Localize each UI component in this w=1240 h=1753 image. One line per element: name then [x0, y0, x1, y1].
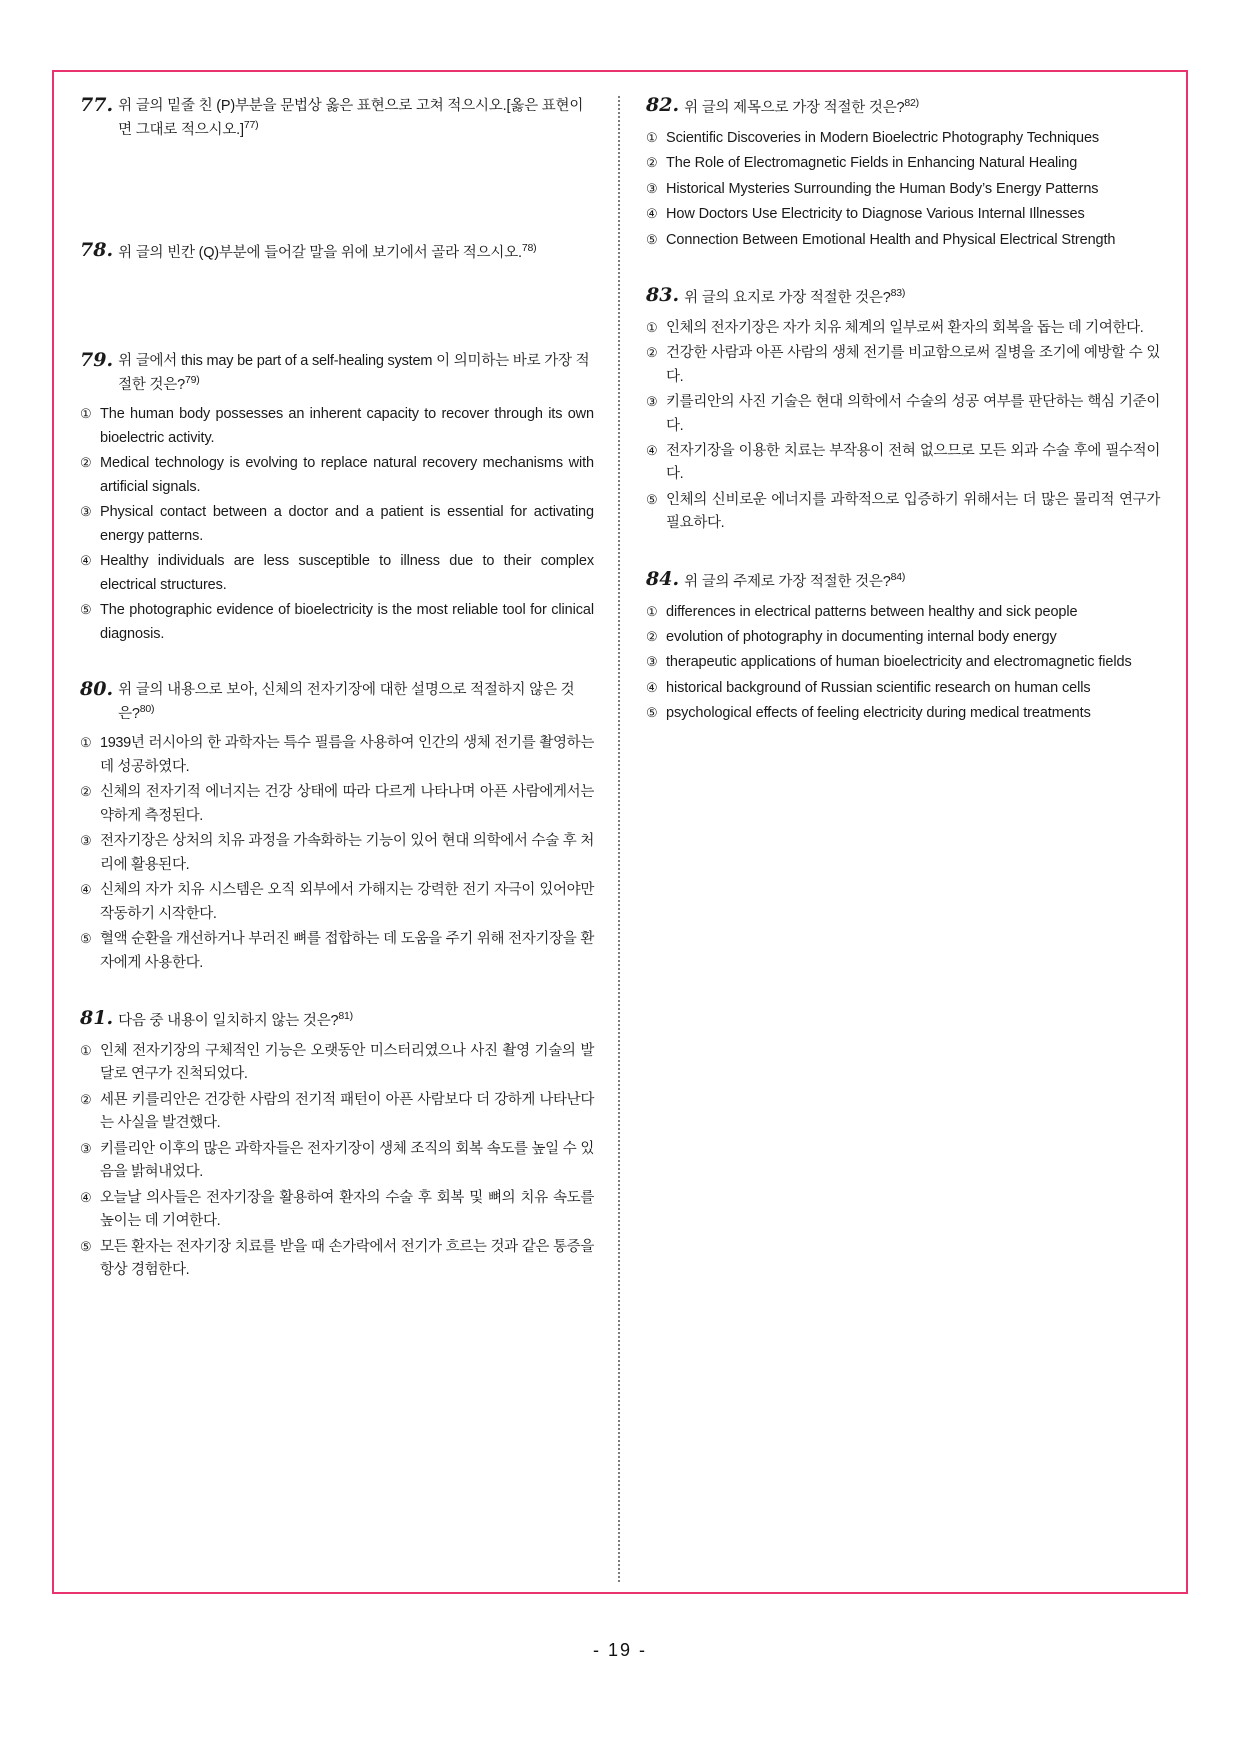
choice-marker: ④ — [80, 1189, 92, 1205]
choice-text: 전자기장을 이용한 치료는 부작용이 전혀 없으므로 모든 외과 수술 후에 필수적이다. — [666, 443, 1160, 483]
choice-item[interactable] — [646, 702, 1160, 725]
choice-text: 인체의 전자기장은 자가 치유 체계의 일부로써 환자의 회복을 돕는 데 기여한다. — [666, 319, 1144, 336]
question-80 — [80, 680, 594, 975]
choice-marker: ② — [80, 784, 92, 800]
choice-text: 인체의 신비로운 에너지를 과학적으로 입증하기 위해서는 더 많은 물리적 연구가 필요하다. — [666, 491, 1160, 532]
choice-text: evolution of photography in documenting internal body energy — [666, 629, 1057, 645]
question-81-number: 81. — [80, 1007, 114, 1030]
question-84 — [646, 567, 1160, 726]
choice-text: 신체의 자가 치유 시스템은 오직 외부에서 가해지는 강력한 전기 자극이 있어야만 작동하기 시작한다. — [100, 882, 594, 922]
question-82-heading — [646, 96, 1160, 120]
question-80-choices — [80, 732, 594, 975]
choice-marker: ⑤ — [80, 602, 92, 618]
question-79-heading — [80, 348, 594, 396]
question-78-number: 78. — [80, 239, 114, 262]
question-84-heading — [646, 567, 1160, 594]
choice-item[interactable] — [646, 317, 1160, 340]
choice-marker: ① — [80, 406, 92, 422]
choice-marker: ⑤ — [80, 1238, 92, 1254]
question-84-stem: 위 글의 주제로 가장 적절한 것은?$^{84)}$ — [684, 570, 906, 590]
choice-text: 키를리안 이후의 많은 과학자들은 전자기장이 생체 조직의 회복 속도를 높일 수 있음을 밝혀내었다. — [100, 1140, 594, 1181]
choice-item[interactable] — [80, 879, 594, 926]
choice-text: differences in electrical patterns between healthy and sick people — [666, 603, 1078, 620]
choice-marker: ① — [80, 735, 92, 751]
choice-text: 혈액 순환을 개선하거나 부러진 뼈를 접합하는 데 도움을 주기 위해 전자기장을 환자에게 사용한다. — [100, 931, 594, 971]
choice-marker: ③ — [646, 180, 658, 196]
choice-item[interactable] — [80, 1089, 594, 1136]
choice-text: 전자기장은 상처의 치유 과정을 가속화하는 기능이 있어 현대 의학에서 수술 후 처리에 활용된다. — [100, 833, 594, 873]
question-82-number: 82. — [646, 94, 680, 116]
choice-item[interactable] — [80, 830, 594, 877]
question-83-number: 83. — [646, 284, 680, 306]
choice-text: 1939년 러시아의 한 과학자는 특수 필름을 사용하여 인간의 생체 전기를 촬영하는 데 성공하였다. — [100, 735, 594, 775]
choice-item[interactable] — [646, 677, 1160, 700]
choice-marker: ④ — [646, 443, 658, 458]
choice-item[interactable] — [646, 152, 1160, 175]
choice-item[interactable] — [80, 1138, 594, 1185]
question-81-stem: 다음 중 내용이 일치하지 않는 것은?$^{81)}$ — [118, 1010, 353, 1030]
choice-item[interactable] — [646, 203, 1160, 226]
choice-marker: ⑤ — [646, 491, 658, 507]
two-column-layout — [54, 72, 1186, 1592]
choice-item[interactable] — [80, 452, 594, 499]
choice-marker: ④ — [80, 882, 92, 898]
question-79 — [80, 348, 594, 646]
choice-item[interactable] — [80, 928, 594, 975]
choice-item[interactable] — [80, 732, 594, 779]
question-83-heading — [646, 286, 1160, 310]
choice-marker: ⑤ — [646, 231, 658, 247]
choice-text: Historical Mysteries Surrounding the Human Body’s Energy Patterns — [666, 180, 1099, 197]
choice-marker: ③ — [80, 833, 92, 849]
choice-text: 모든 환자는 전자기장 치료를 받을 때 손가락에서 전기가 흐르는 것과 같은 통증을 항상 경험한다. — [100, 1238, 594, 1279]
choice-marker: ① — [646, 319, 658, 335]
choice-item[interactable] — [646, 229, 1160, 252]
question-80-heading — [80, 680, 594, 725]
question-78-stem: 위 글의 빈칸 (Q)부분에 들어갈 말을 위에 보기에서 골라 적으시오.$^{78)}$ — [118, 242, 537, 262]
choice-item[interactable] — [80, 781, 594, 828]
choice-text: historical background of Russian scientific research on human cells — [666, 679, 1091, 696]
choice-text: 신체의 전자기적 에너지는 건강 상태에 따라 다르게 나타나며 아픈 사람에게서는 약하게 측정된다. — [100, 784, 594, 824]
choice-marker: ② — [80, 1091, 92, 1107]
choice-item[interactable] — [646, 626, 1160, 649]
question-84-choices — [646, 601, 1160, 726]
question-77-number: 77. — [80, 94, 114, 116]
choice-item[interactable] — [80, 501, 594, 548]
question-81 — [80, 1009, 594, 1282]
choice-text: The photographic evidence of bioelectricity is the most reliable tool for clinical diagnosis. — [100, 602, 594, 642]
question-77-stem: 위 글의 밑줄 친 (P)부분을 문법상 옳은 표현으로 고쳐 적으시오.[옳은 표현이면 그대로 적으시오.]$^{77)}$ — [118, 98, 584, 138]
choice-text: psychological effects of feeling electricity during medical treatments — [666, 705, 1091, 722]
question-84-number: 84. — [646, 567, 680, 590]
choice-text: The human body possesses an inherent capacity to recover through its own bioelectric activity. — [100, 406, 594, 446]
question-81-heading — [80, 1009, 594, 1033]
right-column — [620, 96, 1160, 1582]
choice-marker: ④ — [80, 553, 92, 569]
question-79-choices — [80, 403, 594, 646]
choice-text: Healthy individuals are less susceptible to illness due to their complex electrical structures. — [100, 553, 594, 593]
choice-marker: ④ — [646, 679, 658, 695]
choice-marker: ① — [646, 603, 658, 619]
choice-marker: ④ — [646, 206, 658, 222]
choice-item[interactable] — [80, 1040, 594, 1087]
choice-marker: ⑤ — [646, 705, 658, 721]
choice-marker: ② — [646, 345, 658, 361]
question-79-stem: 위 글에서 this may be part of a self-healing system 이 의미하는 바로 가장 적절한 것은?$^{79)}$ — [118, 352, 590, 393]
question-77-heading — [80, 96, 594, 141]
choice-text: Connection Between Emotional Health and Physical Electrical Strength — [666, 231, 1116, 248]
question-78 — [80, 241, 594, 317]
answer-space-77[interactable] — [80, 141, 594, 207]
choice-item[interactable] — [646, 342, 1160, 389]
question-77 — [80, 96, 594, 207]
left-column — [80, 96, 620, 1582]
choice-text: 키를리안의 사진 기술은 현대 의학에서 수술의 성공 여부를 판단하는 핵심 기준이다. — [666, 394, 1160, 434]
question-82-choices — [646, 127, 1160, 252]
choice-item[interactable] — [646, 651, 1160, 674]
choice-item[interactable] — [646, 601, 1160, 624]
choice-marker: ② — [80, 455, 92, 471]
choice-marker: ③ — [646, 394, 658, 410]
choice-item[interactable] — [646, 391, 1160, 438]
choice-text: Physical contact between a doctor and a patient is essential for activating energy patterns. — [100, 504, 594, 544]
page-number: - 19 - — [592, 1640, 647, 1660]
choice-item[interactable] — [80, 550, 594, 597]
choice-item[interactable] — [646, 178, 1160, 201]
choice-item[interactable] — [646, 127, 1160, 150]
choice-item[interactable] — [80, 403, 594, 450]
question-82-stem: 위 글의 제목으로 가장 적절한 것은?$^{82)}$ — [684, 97, 919, 116]
question-81-choices — [80, 1040, 594, 1283]
choice-text: Scientific Discoveries in Modern Bioelectric Photography Techniques — [666, 129, 1100, 146]
question-79-number: 79. — [80, 348, 114, 371]
choice-text: 세묜 키를리안은 건강한 사람의 전기적 패턴이 아픈 사람보다 더 강하게 나타난다는 사실을 발견했다. — [100, 1091, 594, 1132]
choice-marker: ③ — [80, 1140, 92, 1156]
choice-item[interactable] — [80, 1236, 594, 1283]
answer-space-78[interactable] — [80, 265, 594, 317]
question-80-number: 80. — [80, 678, 114, 701]
choice-text: 오늘날 의사들은 전자기장을 활용하여 환자의 수술 후 회복 및 뼈의 치유 속도를 높이는 데 기여한다. — [100, 1189, 594, 1230]
question-80-stem: 위 글의 내용으로 보아, 신체의 전자기장에 대한 설명으로 적절하지 않은 것은?$^{80)}$ — [118, 682, 575, 722]
choice-marker: ① — [646, 129, 658, 145]
choice-marker: ② — [646, 155, 658, 171]
choice-text: Medical technology is evolving to replace natural recovery mechanisms with artificial signals. — [100, 455, 594, 495]
question-82 — [646, 96, 1160, 252]
choice-item[interactable] — [80, 1187, 594, 1234]
choice-marker: ③ — [646, 654, 658, 670]
choice-text: 인체 전자기장의 구체적인 기능은 오랫동안 미스터리였으나 사진 촬영 기술의 발달로 연구가 진척되었다. — [100, 1042, 594, 1083]
exam-page — [52, 70, 1188, 1594]
question-83-stem: 위 글의 요지로 가장 적절한 것은?$^{83)}$ — [684, 287, 906, 306]
choice-text: 건강한 사람과 아픈 사람의 생체 전기를 비교함으로써 질병을 조기에 예방할 수 있다. — [666, 345, 1160, 385]
choice-marker: ⑤ — [80, 931, 92, 947]
choice-text: therapeutic applications of human bioelectricity and electromagnetic fields — [666, 654, 1132, 671]
choice-marker: ③ — [80, 504, 92, 520]
choice-text: The Role of Electromagnetic Fields in Enhancing Natural Healing — [666, 155, 1078, 172]
choice-item[interactable] — [80, 599, 594, 646]
choice-item[interactable] — [646, 440, 1160, 487]
choice-marker: ② — [646, 629, 658, 644]
question-83 — [646, 286, 1160, 536]
choice-item[interactable] — [646, 489, 1160, 536]
question-78-heading — [80, 241, 594, 265]
question-83-choices — [646, 317, 1160, 536]
choice-marker: ① — [80, 1042, 92, 1058]
choice-text: How Doctors Use Electricity to Diagnose Various Internal Illnesses — [666, 206, 1085, 223]
